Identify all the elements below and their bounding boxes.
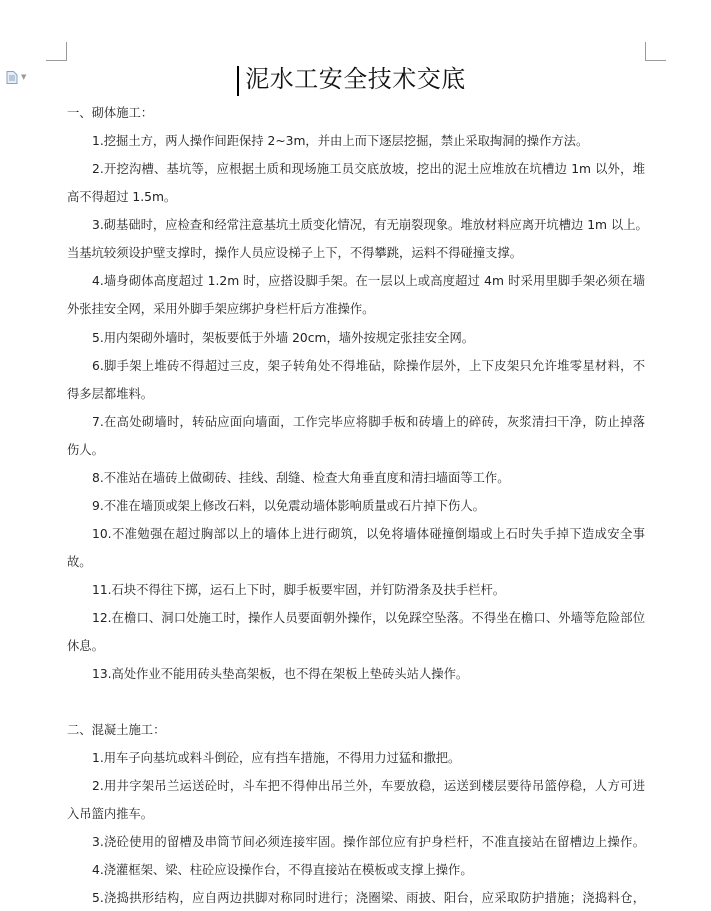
crop-mark-top-left <box>46 42 67 61</box>
paragraph-line: 4.浇灌框架、梁、柱砼应设操作台，不得直接站在模板或支撑上操作。 <box>92 863 473 877</box>
paragraph-line: 8.不准站在墙砖上做砌砖、挂线、刮缝、检查大角垂直度和清扫墙面等工作。 <box>92 471 510 485</box>
paragraph-line: 6.脚手架上堆砖不得超过三皮，架子转角处不得堆砧，除操作层外，上下皮架只允许堆零星材料，不 <box>92 359 645 373</box>
paragraph-line: 3.砌基础时，应检查和经常注意基坑土质变化情况，有无崩裂现象。堆放材料应离开坑槽边 1m 以上。 <box>92 218 648 232</box>
paragraph-line: 13.高处作业不能用砖头垫高架板，也不得在架板上垫砖头站人操作。 <box>92 667 469 681</box>
crop-mark-top-right <box>645 42 666 61</box>
paragraph-line: 2.开挖沟槽、基坑等，应根据土质和现场施工员交底放坡，挖出的泥土应堆放在坑槽边 1m 以外，堆 <box>92 162 645 176</box>
section-heading: 二、混凝土施工： <box>67 723 166 737</box>
paragraph-line: 9.不准在墙顶或架上修改石料，以免震动墙体影响质量或石片掉下伤人。 <box>92 499 485 513</box>
paragraph-line: 故。 <box>67 555 92 569</box>
page-title: 泥水工安全技术交底 <box>245 65 466 93</box>
paragraph-line: 7.在高处砌墙时，转砧应面向墙面，工作完毕应将脚手板和砖墙上的碎砖，灰浆清扫干净，防止掉落 <box>92 415 645 429</box>
paragraph-line: 1.挖掘土方，两人操作间距保持 2~3m，并由上而下逐层挖掘，禁止采取掏洞的操作方法。 <box>92 134 589 148</box>
paragraph-line: 1.用车子向基坑或料斗倒砼，应有挡车措施，不得用力过猛和撒把。 <box>92 751 461 765</box>
text-cursor <box>237 66 239 96</box>
paragraph-line: 4.墙身砌体高度超过 1.2m 时，应搭设脚手架。在一层以上或高度超过 4m 时采用里脚手架必须在墙 <box>92 274 645 288</box>
paragraph-line: 3.浇砼使用的留槽及串筒节间必须连接牢固。操作部位应有护身栏杆，不准直接站在留槽边上操作。 <box>92 835 645 849</box>
paragraph-line: 当基坑较须设护壁支撑时，操作人员应设梯子上下，不得攀跳，运料不得碰撞支撑。 <box>67 246 522 260</box>
paragraph-line: 2.用井字架吊兰运送砼时，斗车把不得伸出吊兰外，车要放稳，运送到楼层要待吊篮停稳，人方可进 <box>92 779 645 793</box>
paragraph-line: 11.石块不得往下掷，运石上下时，脚手板要牢固，并钉防滑条及扶手栏杆。 <box>92 583 506 597</box>
paragraph-line: 12.在檐口、洞口处施工时，操作人员要面朝外操作，以免踩空坠落。不得坐在檐口、外墙等危险部位 <box>92 611 645 625</box>
section-heading: 一、砌体施工： <box>67 106 154 120</box>
chevron-down-icon: ▼ <box>21 73 27 81</box>
paragraph-line: 得多层都堆料。 <box>67 387 154 401</box>
paragraph-line: 外张挂安全网，采用外脚手架应绑护身栏杆后方准操作。 <box>67 302 375 316</box>
paragraph-line: 10.不准勉强在超过胸部以上的墙体上进行砌筑，以免将墙体碰撞倒塌或上石时失手掉下造成安全事 <box>92 527 645 541</box>
paragraph-line: 5.用内架砌外墙时，架板要低于外墙 20cm，墙外按规定张挂安全网。 <box>92 331 475 345</box>
paragraph-line: 入吊篮内推车。 <box>67 807 154 821</box>
paragraph-line: 5.浇捣拱形结构，应自两边拱脚对称同时进行；浇圈梁、雨披、阳台，应采取防护措施；浇捣料仓， <box>92 891 645 905</box>
paragraph-line: 高不得超过 1.5m。 <box>67 190 177 204</box>
paragraph-line: 休息。 <box>67 639 104 653</box>
paragraph-line: 伤人。 <box>67 443 104 457</box>
